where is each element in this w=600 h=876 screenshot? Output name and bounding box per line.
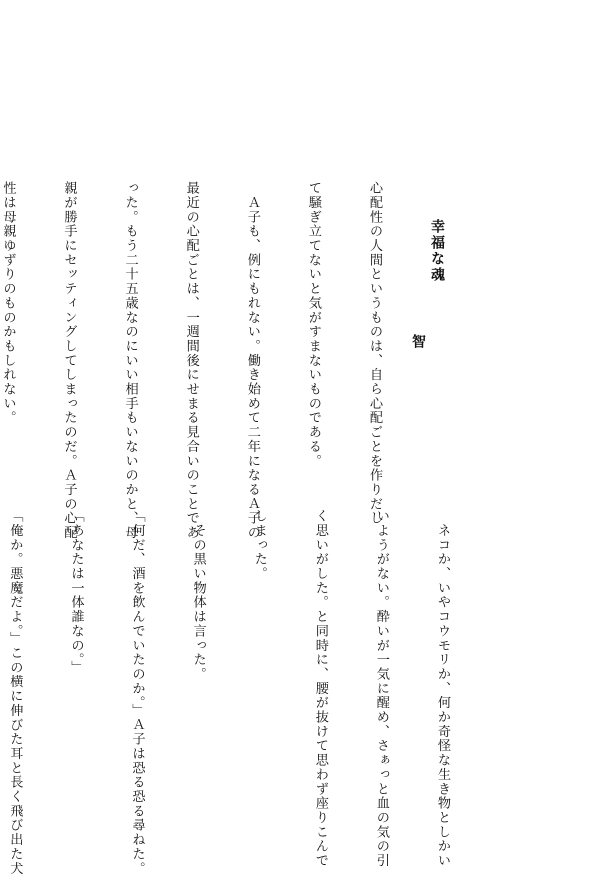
text-line: 心配性の人間というものは、自ら心配ごとを作りだし — [367, 181, 382, 526]
lower-text-block — [0, 509, 492, 876]
text-line: しまった。 — [251, 509, 267, 581]
text-line: った。もう二十五歳なのにいい相手もいないのかと、母 — [122, 181, 138, 540]
text-line: Ａ子も、例にもれない。働き始めて二年になるＡ子の — [244, 181, 260, 540]
text-line: 性は母親ゆずりのものかもしれない。 — [0, 181, 16, 425]
document-title: 幸福な魂 — [429, 219, 445, 283]
text-line: 最近の心配ごとは、一週間後にせまる見合いのことであ — [183, 181, 199, 540]
text-line: 「あなたは一体誰なの。」 — [68, 509, 84, 675]
text-line: 親が勝手にセッティングしてしまったのだ。Ａ子の心配 — [61, 181, 77, 540]
text-line: 「何だ、酒を飲んでいたのか。」Ａ子は恐る恐る尋ねた。 — [129, 509, 145, 876]
text-line: て騒ぎ立てないと気がすまないものである。 — [305, 181, 321, 468]
text-line: く思いがした。と同時に、腰が抜けて思わず座りこんで — [312, 509, 328, 868]
document-author: 智 — [410, 334, 426, 350]
upper-text-block — [0, 181, 424, 540]
text-line: ネコか、いやコウモリか、何か奇怪な生き物としかい — [435, 509, 450, 868]
text-line: いようがない。酔いが一気に醒め、さぁっと血の気の引 — [373, 509, 389, 868]
text-line: その黒い物体は言った。 — [190, 509, 206, 682]
text-line: 「俺か。悪魔だよ。」この横に伸びた耳と長く飛び出た犬 — [7, 509, 23, 876]
title-column — [427, 181, 466, 283]
